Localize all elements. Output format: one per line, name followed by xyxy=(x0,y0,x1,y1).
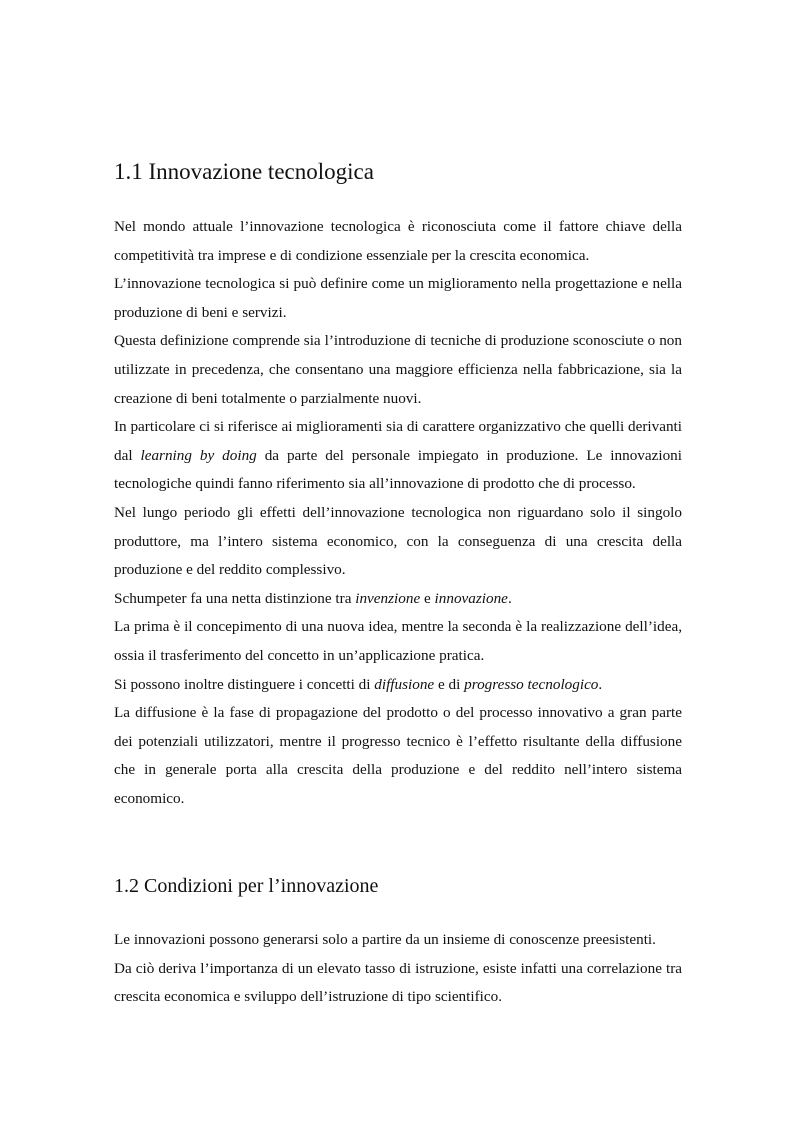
emphasis-term: diffusione xyxy=(374,675,435,693)
text-run: e xyxy=(420,589,435,607)
text-run: In particolare ci si riferisce ai miglioramenti sia di carattere organizzativo che quelli derivanti dal xyxy=(114,418,682,464)
paragraph: Da ciò deriva l’importanza di un elevato tasso di istruzione, esiste infatti una correlazione tra crescita economica e sviluppo dell’istruzione di tipo scientifico. xyxy=(114,959,682,1006)
paragraph: La prima è il concepimento di una nuova idea, mentre la seconda è la realizzazione dell’idea, ossia il trasferimento del concetto in un’applicazione pratica. xyxy=(114,618,682,664)
emphasis-term: innovazione xyxy=(434,589,508,607)
text-run: Si possono inoltre distinguere i concetti di xyxy=(114,675,375,693)
paragraph: L’innovazione tecnologica si può definire come un miglioramento nella progettazione e nella produzione di beni e servizi. xyxy=(114,275,682,321)
paragraph: Le innovazioni possono generarsi solo a partire da un insieme di conoscenze preesistenti. xyxy=(114,931,656,948)
paragraph xyxy=(114,671,682,700)
paragraph: Nel mondo attuale l’innovazione tecnologica è riconosciuta come il fattore chiave della competitività tra imprese e di condizione essenziale per la crescita economica. xyxy=(114,218,682,264)
paragraph: Nel lungo periodo gli effetti dell’innovazione tecnologica non riguardano solo il singolo produttore, ma l’intero sistema economico, con la conseguenza di una crescita della produzione e del reddito complessivo. xyxy=(114,503,682,579)
section-heading: 1.2 Condizioni per l’innovazione xyxy=(114,875,379,897)
paragraph xyxy=(114,585,682,614)
text-run: . xyxy=(598,675,603,693)
emphasis-term: progresso tecnologico xyxy=(464,675,599,693)
text-run: . xyxy=(507,589,512,607)
text-run: e di xyxy=(434,675,465,693)
paragraph: Questa definizione comprende sia l’introduzione di tecniche di produzione sconosciute o non utilizzate in precedenza, che consentano una maggiore efficienza nella fabbricazione, sia la creazione di beni totalmente o parzialmente nuovi. xyxy=(114,332,682,407)
paragraph: La diffusione è la fase di propagazione del prodotto o del processo innovativo a gran parte dei potenziali utilizzatori, mentre il progresso tecnico è l’effetto risultante della diffusione che in generale porta alla crescita della produzione e del reddito nell’intero sistema economico. xyxy=(114,704,682,807)
section-heading: 1.1 Innovazione tecnologica xyxy=(114,159,374,184)
text-run: Schumpeter fa una netta distinzione tra xyxy=(114,589,356,607)
section-body xyxy=(114,213,682,813)
section-body xyxy=(114,926,682,1012)
paragraph xyxy=(114,413,682,499)
emphasis-term: learning by doing xyxy=(140,446,257,464)
text-run: da parte del personale impiegato in produzione. Le innovazioni tecnologiche quindi fanno riferimento sia all’innovazione di prodotto che di processo. xyxy=(114,446,682,493)
emphasis-term: invenzione xyxy=(355,589,421,607)
